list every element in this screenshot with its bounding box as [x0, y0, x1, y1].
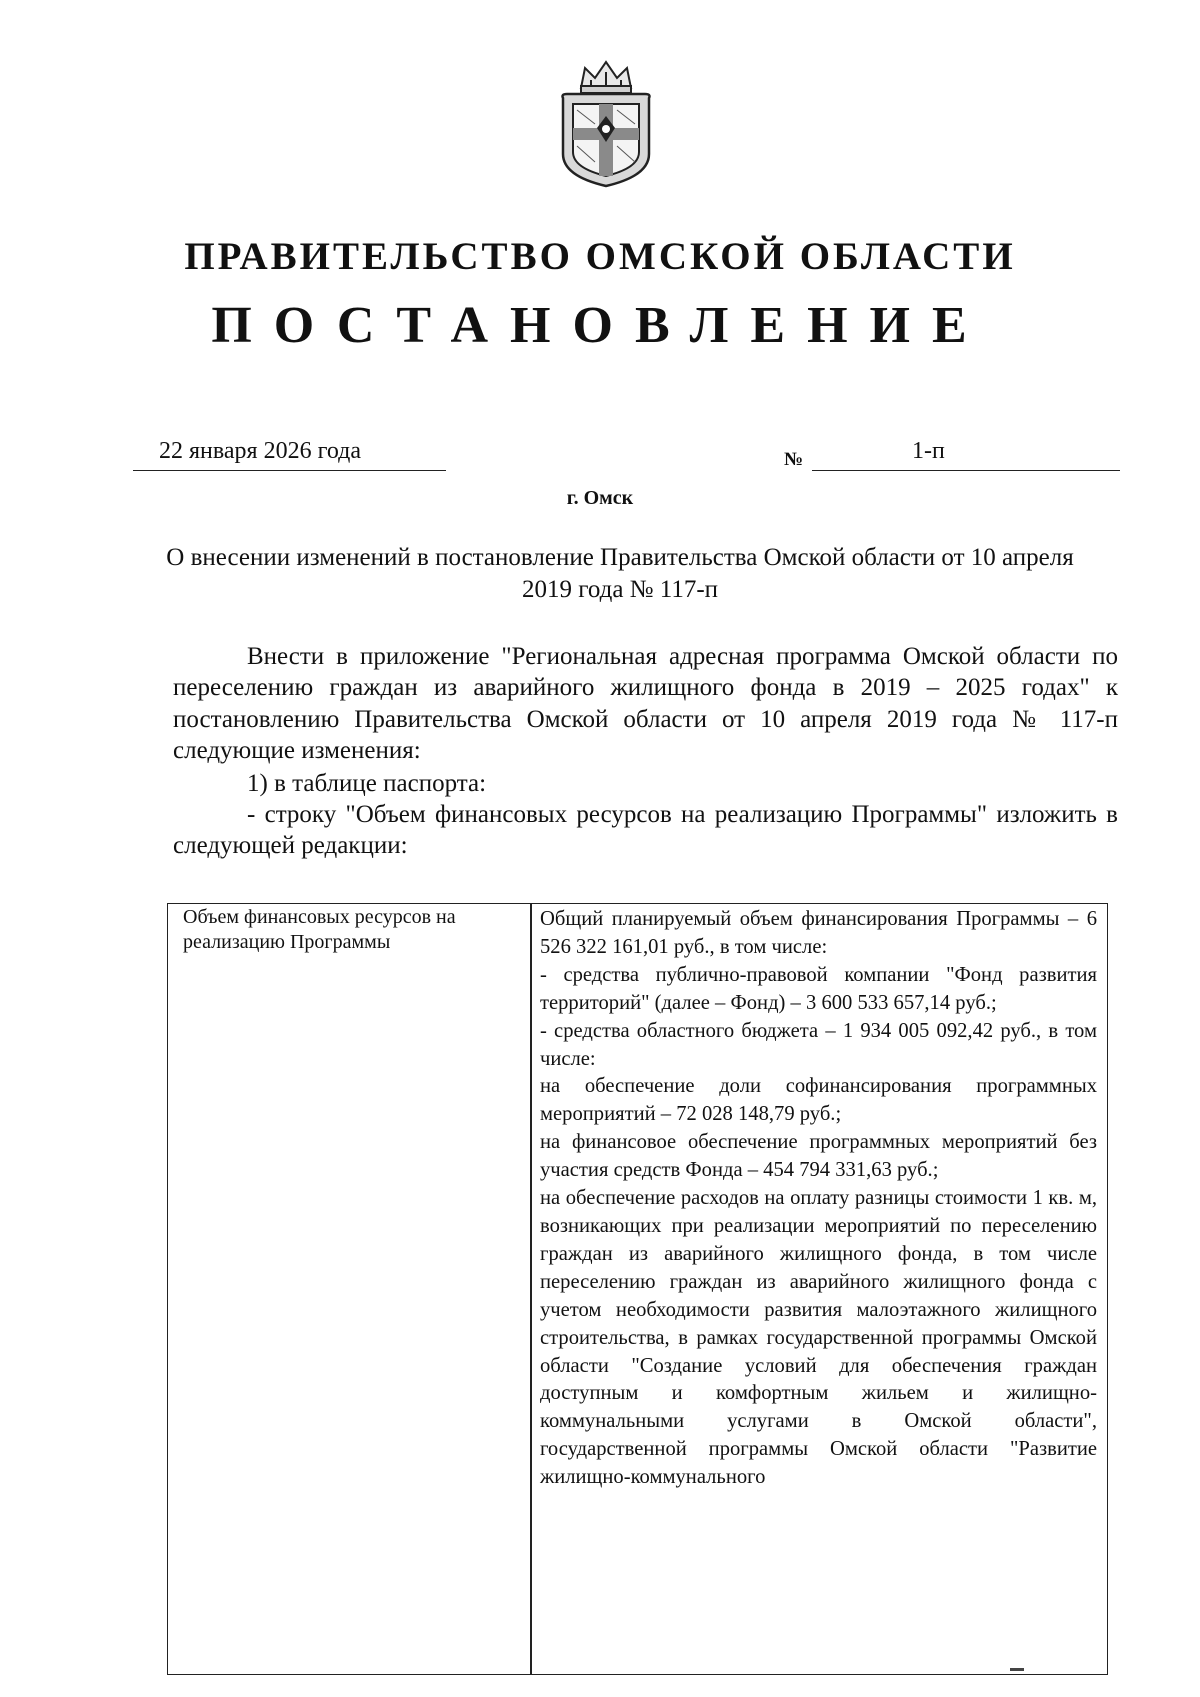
coat-of-arms-icon	[551, 58, 661, 188]
number-field	[812, 438, 1120, 471]
body-paragraph-3: - строку "Объем финансовых ресурсов на реализацию Программы" изложить в следующей редакции:	[173, 801, 1118, 860]
document-type-title: ПОСТАНОВЛЕНИЕ	[211, 297, 989, 354]
document-subject: О внесении изменений в постановление Правительства Омской области от 10 апреля 2019 года № 117-п	[166, 544, 1074, 603]
table-column-divider	[530, 903, 532, 1675]
body-paragraph-2: 1) в таблице паспорта:	[247, 770, 487, 797]
scan-artifact	[1010, 1668, 1024, 1671]
right-cell-line-2: - средства публично-правовой компании "Фонд развития территорий" (далее – Фонд) – 3 600 533 657,14 руб.;	[540, 963, 1097, 1014]
date-field	[133, 438, 446, 471]
city-label: г. Омск	[566, 487, 634, 509]
organization-title: ПРАВИТЕЛЬСТВО ОМСКОЙ ОБЛАСТИ	[184, 235, 1016, 278]
right-cell-line-6: на обеспечение расходов на оплату разницы стоимости 1 кв. м, возникающих при реализации мероприятий по переселению граждан из аварийного жилищного фонда, в том числе переселению граждан из аварийного жилищного фонда с учетом необходимости развития малоэтажного жилищного строительства, в рамках государственной программы Омской области "Создание условий для обеспечения граждан доступным и комфортным жильем и жилищно-коммунальными услугами в Омской области", государственной программы Омской области "Развитие жилищно-коммунального	[540, 1187, 1097, 1489]
table-right-cell	[540, 906, 1097, 1492]
document-date: 22 января 2026 года	[159, 438, 362, 464]
right-cell-line-3: - средства областного бюджета – 1 934 005 092,42 руб., в том числе:	[540, 1019, 1097, 1070]
table-left-cell: Объем финансовых ресурсов на реализацию Программы	[183, 906, 456, 953]
document-number: 1-п	[912, 438, 945, 464]
number-sign: №	[784, 449, 804, 470]
body-paragraph-1: Внести в приложение "Региональная адресная программа Омской области по переселению граждан из аварийного жилищного фонда в 2019 – 2025 годах" к постановлению Правительства Омской области от 10 апреля 2019 года № 117-п следующие изменения:	[173, 643, 1118, 764]
right-cell-line-1: Общий планируемый объем финансирования Программы – 6 526 322 161,01 руб., в том числе:	[540, 908, 1097, 958]
right-cell-line-5: на финансовое обеспечение программных мероприятий без участия средств Фонда – 454 794 331,63 руб.;	[540, 1131, 1097, 1182]
right-cell-line-4: на обеспечение доли софинансирования программных мероприятий – 72 028 148,79 руб.;	[540, 1075, 1097, 1126]
